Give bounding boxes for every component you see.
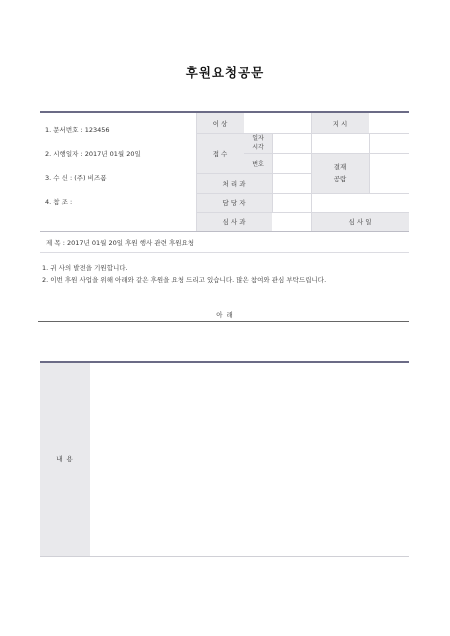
review-date-label: 심 사 일 [348,218,372,226]
decision-label: 결재 [333,163,347,171]
header-bottom-rule [40,231,409,232]
processing-dept-label: 처 리 과 [222,180,246,188]
recipient: 3. 수 신 : (주) 비즈폼 [45,174,107,182]
disclosure-label: 공람 [333,175,347,183]
reference: 4. 참 조 : [45,198,73,206]
decision-cell [311,153,369,193]
table-divider [196,173,311,174]
content-label: 내 용 [56,455,74,463]
enforce-date: 2. 시행일자 : 2017년 01월 20일 [45,150,141,158]
table-divider [369,133,370,193]
table-divider [196,212,409,213]
review-dept-label: 심 사 과 [222,218,246,226]
table-divider [244,153,409,154]
date-label: 일자 [252,135,264,142]
table-divider [196,113,197,231]
subject-line: 제 목 : 2017년 01월 20일 후원 행사 관련 후원요청 [46,239,195,247]
header-block [40,113,409,231]
time-label: 시각 [252,144,264,151]
document-info [40,113,196,231]
separator-rule [38,321,409,322]
manager-label: 지 시 [332,120,348,128]
content-bottom-rule [40,556,409,557]
content-section [40,363,409,556]
number-label: 번호 [252,161,264,168]
body-line-1: 1. 귀 사의 발전을 기원합니다. [42,264,128,272]
table-divider [196,133,409,134]
subject-rule [40,252,409,253]
person-in-charge-label: 담 당 자 [222,199,246,207]
table-divider [196,193,409,194]
table-divider [311,113,312,231]
below-heading: 아 래 [216,311,234,319]
content-area[interactable] [90,363,409,556]
receipt-label: 접 수 [212,150,228,158]
document-title: 후원요청공문 [185,65,265,80]
issuer-label: 이 상 [212,120,228,128]
body-line-2: 2. 이번 후원 사업을 위해 아래와 같은 후원을 요청 드리고 있습니다. 많은 참여와 관심 부탁드립니다. [42,276,327,284]
doc-number: 1. 문서번호 : 123456 [45,126,110,134]
